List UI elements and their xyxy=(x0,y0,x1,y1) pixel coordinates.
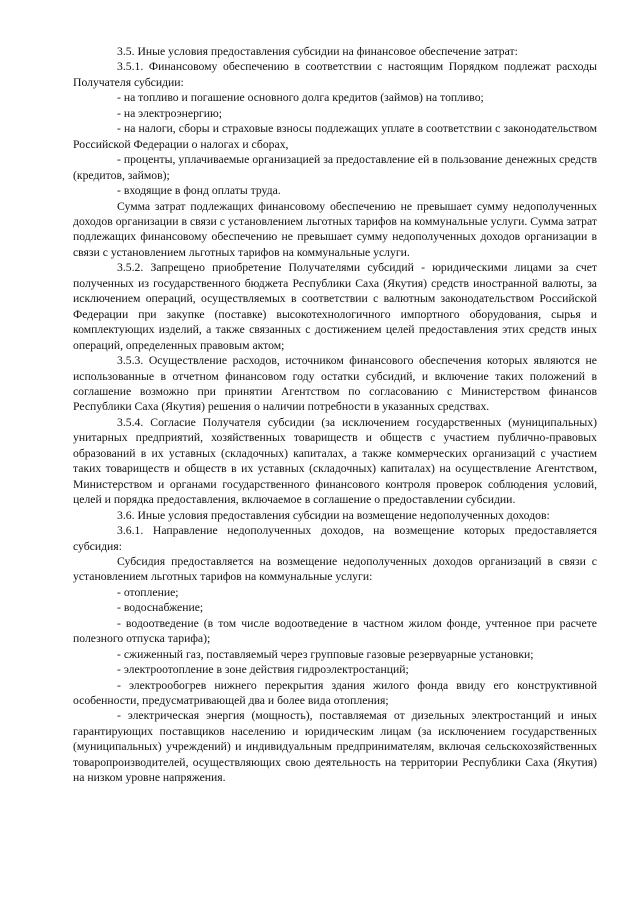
list-item-fuel: - на топливо и погашение основного долга кредитов (займов) на топливо; xyxy=(117,91,484,105)
section-3-6-heading: 3.6. Иные условия предоставления субсидии на возмещение недополученных доходов: xyxy=(117,508,550,522)
list-item-electric-heating: - электроотопление в зоне действия гидроэлектростанций; xyxy=(117,663,409,677)
section-3-5-heading: 3.5. Иные условия предоставления субсидии на финансовое обеспечение затрат: xyxy=(117,45,518,58)
list-item-electricity: - на электроэнергию; xyxy=(117,106,222,120)
list-item-interest: - проценты, уплачиваемые организацией за предоставление ей в пользование денежных средств (кредитов, займов); xyxy=(73,153,597,182)
list-item-electric-energy: - электрическая энергия (мощность), поставляемая от дизельных электростанций и иных гарантирующих поставщиков населению и юридическим лицам (за исключением государственных (муниципальных) учреждений) и индивидуальным предпринимателям, включая сельскохозяйственных товаропроизводителей, осуществляющих свою деятельность на территории Республики Саха (Якутия) на низком уровне напряжения. xyxy=(73,709,597,785)
costs-limit-paragraph: Сумма затрат подлежащих финансовому обеспечению не превышает сумму недополученных доходов организации в связи с установлением льготных тарифов на коммунальные услуги. Сумма затрат подлежащих финансовому обеспечению не превышает сумму недополученных доходов организации в связи с установлением льготных тарифов на коммунальные услуги. xyxy=(73,199,597,259)
list-item-taxes: - на налоги, сборы и страховые взносы подлежащих уплате в соответствии с законодательством Российской Федерации о налогах и сборах, xyxy=(73,122,597,151)
list-item-sewerage: - водоотведение (в том числе водоотведение в частном жилом фонде, учтенное при расчете полезного отпуска тарифа); xyxy=(73,616,597,646)
list-item-heating: - отопление; xyxy=(117,585,179,599)
clause-3-5-2: 3.5.2. Запрещено приобретение Получателями субсидий - юридическими лицами за счет полученных из государственного бюджета Республики Саха (Якутия) средств иностранной валюты, за исключением операций, осуществляемых в соответствии с валютным законодательством Российской Федерации при закупке (поставке) высокотехнологичного импортного оборудования, сырья и комплектующих изделий, а также связанных с достижением целей предоставления этих средств иных операций, определенных правовым актом; xyxy=(73,261,597,352)
clause-3-6-1: 3.6.1. Направление недополученных доходов, на возмещение которых предоставляется субсидия: xyxy=(73,524,597,553)
list-item-payroll: - входящие в фонд оплаты труда. xyxy=(117,184,281,198)
list-item-liquefied-gas: - сжиженный газ, поставляемый через групповые газовые резервуарные установки; xyxy=(117,647,534,661)
list-item-floor-heating: - электрообогрев нижнего перекрытия здания жилого фонда ввиду его конструктивной особенности, предусматривающей два и более вида отопления; xyxy=(73,678,597,708)
subsidy-paragraph: Субсидия предоставляется на возмещение недополученных доходов организаций в связи с установлением льготных тарифов на коммунальные услуги: xyxy=(73,554,597,584)
list-item-water-supply: - водоснабжение; xyxy=(117,601,204,615)
clause-3-5-3: 3.5.3. Осуществление расходов, источником финансового обеспечения которых являются не использованные в отчетном финансовом году остатки субсидий, и включение таких положений в соглашение возможно при принятии Агентством по согласованию с Министерством финансов Республики Саха (Якутия) решения о наличии потребности в указанных средствах. xyxy=(73,354,597,414)
document-page xyxy=(73,44,597,786)
clause-3-5-4: 3.5.4. Согласие Получателя субсидии (за исключением государственных (муниципальных) унитарных предприятий, хозяйственных товариществ и обществ с участием публично-правовых образований в их уставных (складочных) капиталах, а также коммерческих организаций с участием таких товариществ и обществ в их уставных (складочных) капиталах) на осуществление Агентством, Министерством и органами государственного финансового контроля проверок соблюдения условий, целей и порядка предоставления, включаемое в соглашение о предоставлении субсидии. xyxy=(73,415,597,507)
clause-3-5-1: 3.5.1. Финансовому обеспечению в соответствии с настоящим Порядком подлежат расходы Получателя субсидии: xyxy=(73,60,597,89)
